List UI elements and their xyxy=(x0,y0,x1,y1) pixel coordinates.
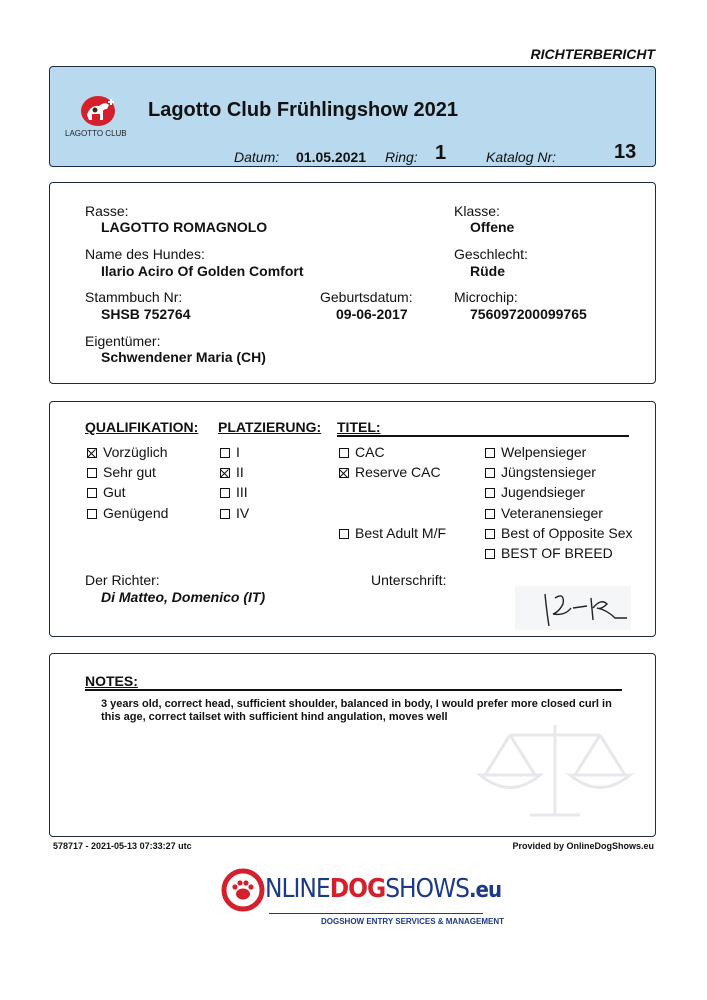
qualifikation-option[interactable]: Gut xyxy=(87,484,126,500)
titel-option[interactable]: Welpensieger xyxy=(485,444,586,460)
logo-text: LAGOTTO CLUB xyxy=(65,129,127,138)
checkbox-icon[interactable] xyxy=(485,529,495,539)
titel-option-cac[interactable]: CAC xyxy=(339,444,385,460)
eigentuemer-label: Eigentümer: xyxy=(85,333,161,349)
stammbuch-label: Stammbuch Nr: xyxy=(85,289,183,305)
checkbox-icon[interactable] xyxy=(220,448,230,458)
qualifikation-option[interactable]: Sehr gut xyxy=(87,464,156,480)
rasse-label: Rasse: xyxy=(85,203,129,219)
titel-option[interactable]: Jugendsieger xyxy=(485,484,585,500)
richter-value: Di Matteo, Domenico (IT) xyxy=(101,589,266,605)
unterschrift-label: Unterschrift: xyxy=(371,572,447,588)
microchip-value: 756097200099765 xyxy=(470,306,587,322)
eigentuemer-value: Schwendener Maria (CH) xyxy=(101,349,266,365)
brand-tagline-rule xyxy=(269,913,483,914)
scales-watermark-icon xyxy=(470,715,640,825)
qualifikation-heading: QUALIFIKATION: xyxy=(85,419,199,435)
checkbox-icon[interactable] xyxy=(339,448,349,458)
name-value: Ilario Aciro Of Golden Comfort xyxy=(101,263,304,279)
checkbox-icon[interactable] xyxy=(485,488,495,498)
klasse-label: Klasse: xyxy=(454,203,500,219)
geburtsdatum-label: Geburtsdatum: xyxy=(320,289,413,305)
checkbox-icon[interactable] xyxy=(339,468,349,478)
checkbox-icon[interactable] xyxy=(87,509,97,519)
qualifikation-option[interactable]: Genügend xyxy=(87,505,168,521)
titel-option-best-adult[interactable]: Best Adult M/F xyxy=(339,525,446,541)
geburtsdatum-value: 09-06-2017 xyxy=(336,306,408,322)
geschlecht-value: Rüde xyxy=(470,263,505,279)
stammbuch-value: SHSB 752764 xyxy=(101,306,191,322)
titel-underline xyxy=(337,435,629,437)
checkbox-icon[interactable] xyxy=(87,468,97,478)
checkbox-icon[interactable] xyxy=(87,448,97,458)
paw-icon xyxy=(221,868,265,912)
rasse-value: LAGOTTO ROMAGNOLO xyxy=(101,219,268,235)
checkbox-icon[interactable] xyxy=(339,529,349,539)
header-box xyxy=(49,66,656,167)
footer-timestamp: 578717 - 2021-05-13 07:33:27 utc xyxy=(53,841,192,851)
qualifikation-option[interactable]: Vorzüglich xyxy=(87,444,168,460)
checkbox-icon[interactable] xyxy=(220,509,230,519)
show-title: Lagotto Club Frühlingshow 2021 xyxy=(148,99,458,121)
platzierung-option[interactable]: I xyxy=(220,444,240,460)
checkbox-icon[interactable] xyxy=(485,549,495,559)
platzierung-option[interactable]: II xyxy=(220,464,244,480)
notes-underline xyxy=(85,689,622,691)
name-label: Name des Hundes: xyxy=(85,246,205,262)
datum-value: 01.05.2021 xyxy=(296,149,367,165)
titel-heading: TITEL: xyxy=(337,419,381,435)
katalog-label: Katalog Nr: xyxy=(486,149,557,165)
onlinedogshows-logo xyxy=(221,866,504,936)
footer-provider: Provided by OnlineDogShows.eu xyxy=(512,841,654,851)
platzierung-heading: PLATZIERUNG: xyxy=(218,419,322,435)
platzierung-option[interactable]: IV xyxy=(220,505,249,521)
ring-value: 1 xyxy=(435,142,447,164)
checkbox-icon[interactable] xyxy=(220,468,230,478)
katalog-value: 13 xyxy=(614,141,637,163)
titel-option[interactable]: BEST OF BREED xyxy=(485,545,613,561)
notes-text: 3 years old, correct head, sufficient shoulder, balanced in body, I would prefer more closed curl in this age, correct tailset with sufficient hind angulation, moves well xyxy=(101,698,612,723)
signature xyxy=(515,582,635,632)
report-type: RICHTERBERICHT xyxy=(530,46,655,62)
klasse-value: Offene xyxy=(470,219,515,235)
microchip-label: Microchip: xyxy=(454,289,518,305)
brand-wordmark: NLINEDOGSHOWS.eu xyxy=(265,874,502,904)
checkbox-icon[interactable] xyxy=(485,468,495,478)
titel-option[interactable]: Jüngstensieger xyxy=(485,464,596,480)
checkbox-icon[interactable] xyxy=(485,509,495,519)
datum-label: Datum: xyxy=(234,149,280,165)
checkbox-icon[interactable] xyxy=(220,488,230,498)
richter-label: Der Richter: xyxy=(85,572,160,588)
geschlecht-label: Geschlecht: xyxy=(454,246,528,262)
titel-option[interactable]: Veteranensieger xyxy=(485,505,603,521)
brand-tagline: DOGSHOW ENTRY SERVICES & MANAGEMENT xyxy=(321,917,504,926)
ring-label: Ring: xyxy=(385,149,418,165)
checkbox-icon[interactable] xyxy=(87,488,97,498)
checkbox-icon[interactable] xyxy=(485,448,495,458)
platzierung-option[interactable]: III xyxy=(220,484,248,500)
titel-option[interactable]: Best of Opposite Sex xyxy=(485,525,633,541)
titel-option-reserve-cac[interactable]: Reserve CAC xyxy=(339,464,441,480)
notes-heading: NOTES: xyxy=(85,673,138,689)
